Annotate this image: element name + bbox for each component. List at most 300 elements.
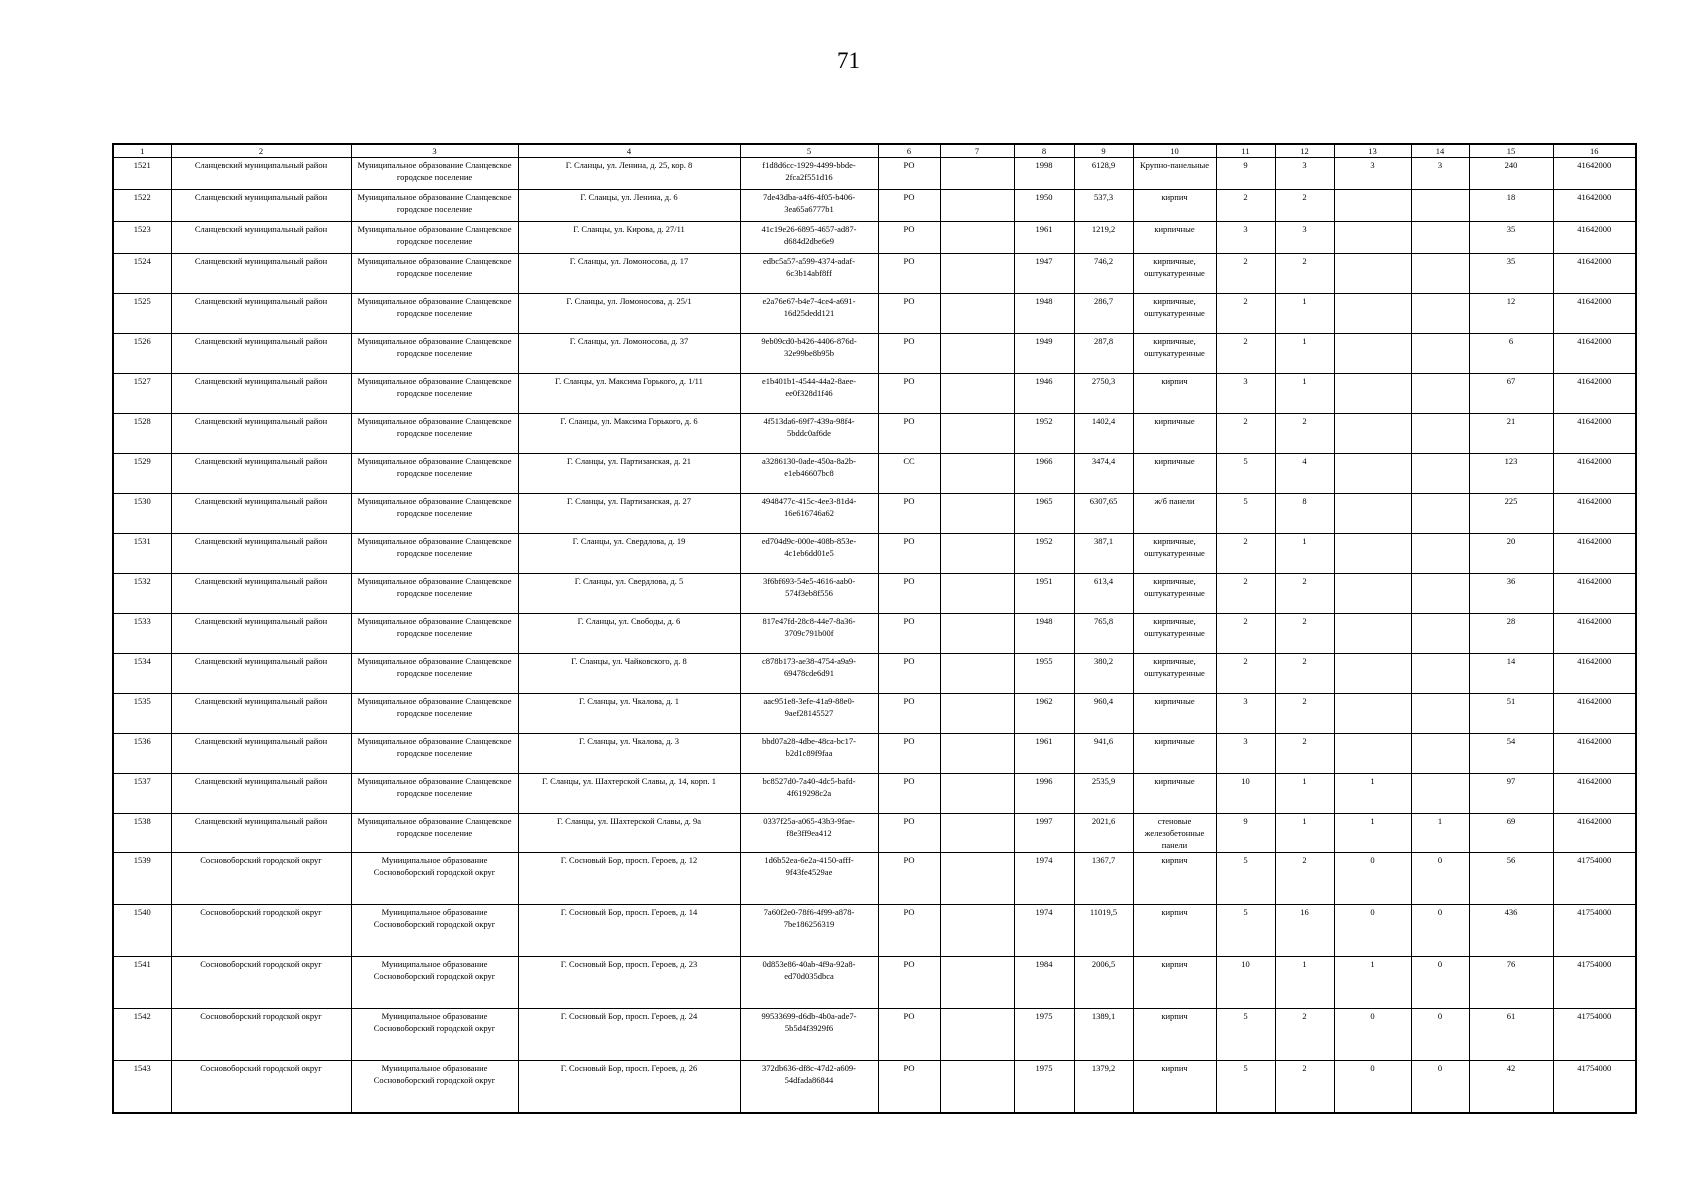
table-cell-col-9: 960,4 [1074,694,1133,734]
table-cell-col-11: 2 [1216,294,1275,334]
table-cell-col-16: 41642000 [1553,734,1636,774]
table-cell-col-2: Сланцевский муниципальный район [171,222,351,254]
table-cell-col-5: bc8527d0-7a40-4dc5-bafd-4f619298c2a [740,774,878,814]
table-cell-col-16: 41642000 [1553,294,1636,334]
table-cell-col-3: Муниципальное образование Сланцевское городское поселение [351,534,518,574]
table-cell-col-7 [940,254,1014,294]
table-cell-col-4: Г. Сланцы, ул. Ломоносова, д. 17 [518,254,740,294]
table-cell-col-1: 1529 [113,454,171,494]
table-cell-col-15: 18 [1469,190,1553,222]
table-cell-col-4: Г. Сланцы, ул. Свердлова, д. 19 [518,534,740,574]
table-cell-col-16: 41642000 [1553,414,1636,454]
table-cell-col-16: 41754000 [1553,905,1636,957]
table-cell-col-11: 3 [1216,694,1275,734]
table-cell-col-16: 41642000 [1553,654,1636,694]
table-cell-col-15: 28 [1469,614,1553,654]
table-cell-col-13 [1334,454,1411,494]
column-header-2: 2 [171,144,351,158]
table-cell-col-5: f1d8d6cc-1929-4499-bbde-2fca2f551d16 [740,158,878,190]
table-cell-col-6: РО [878,1061,940,1114]
table-cell-col-4: Г. Сланцы, ул. Свободы, д. 6 [518,614,740,654]
table-cell-col-8: 1974 [1014,853,1074,905]
table-cell-col-1: 1532 [113,574,171,614]
table-cell-col-9: 380,2 [1074,654,1133,694]
table-cell-col-7 [940,374,1014,414]
table-cell-col-16: 41642000 [1553,374,1636,414]
table-cell-col-9: 3474,4 [1074,454,1133,494]
table-row [113,614,1636,654]
table-cell-col-13 [1334,414,1411,454]
column-header-8: 8 [1014,144,1074,158]
table-cell-col-6: РО [878,494,940,534]
table-cell-col-7 [940,957,1014,1009]
table-cell-col-2: Сланцевский муниципальный район [171,534,351,574]
table-cell-col-1: 1536 [113,734,171,774]
table-cell-col-12: 1 [1275,957,1334,1009]
table-cell-col-9: 2750,3 [1074,374,1133,414]
table-cell-col-8: 1949 [1014,334,1074,374]
table-cell-col-16: 41642000 [1553,694,1636,734]
table-cell-col-11: 2 [1216,654,1275,694]
table-cell-col-12: 3 [1275,222,1334,254]
table-cell-col-16: 41642000 [1553,814,1636,853]
table-cell-col-10: кирпич [1133,957,1216,1009]
table-cell-col-16: 41642000 [1553,190,1636,222]
table-cell-col-5: 817e47fd-28c8-44e7-8a36-3709c791b00f [740,614,878,654]
table-cell-col-5: 41c19e26-6895-4657-ad87-d684d2dbe6e9 [740,222,878,254]
table-cell-col-15: 21 [1469,414,1553,454]
table-cell-col-15: 51 [1469,694,1553,734]
table-cell-col-8: 1961 [1014,222,1074,254]
table-row [113,222,1636,254]
table-cell-col-13 [1334,534,1411,574]
table-cell-col-10: кирпич [1133,905,1216,957]
table-cell-col-11: 2 [1216,334,1275,374]
table-cell-col-12: 1 [1275,774,1334,814]
table-cell-col-6: РО [878,374,940,414]
table-cell-col-12: 2 [1275,1009,1334,1061]
table-cell-col-6: РО [878,294,940,334]
table-cell-col-5: edbc5a57-a599-4374-adaf-6c3b14abf8ff [740,254,878,294]
table-cell-col-2: Сланцевский муниципальный район [171,734,351,774]
table-cell-col-3: Муниципальное образование Сланцевское городское поселение [351,814,518,853]
table-cell-col-2: Сланцевский муниципальный район [171,494,351,534]
table-row [113,414,1636,454]
table-cell-col-3: Муниципальное образование Сланцевское городское поселение [351,190,518,222]
table-cell-col-7 [940,814,1014,853]
table-cell-col-4: Г. Сосновый Бор, просп. Героев, д. 14 [518,905,740,957]
table-cell-col-1: 1525 [113,294,171,334]
table-cell-col-11: 5 [1216,454,1275,494]
table-cell-col-16: 41642000 [1553,574,1636,614]
table-cell-col-1: 1542 [113,1009,171,1061]
table-cell-col-7 [940,222,1014,254]
table-cell-col-13 [1334,254,1411,294]
table-row [113,957,1636,1009]
table-cell-col-1: 1522 [113,190,171,222]
table-cell-col-7 [940,158,1014,190]
table-cell-col-14 [1411,222,1469,254]
table-cell-col-11: 3 [1216,222,1275,254]
table-cell-col-3: Муниципальное образование Сланцевское городское поселение [351,254,518,294]
table-cell-col-3: Муниципальное образование Сосновоборский городской округ [351,957,518,1009]
table-cell-col-6: РО [878,814,940,853]
table-cell-col-1: 1537 [113,774,171,814]
table-cell-col-14 [1411,414,1469,454]
table-cell-col-3: Муниципальное образование Сосновоборский городской округ [351,853,518,905]
table-cell-col-6: РО [878,614,940,654]
table-cell-col-14: 0 [1411,1061,1469,1114]
table-cell-col-1: 1523 [113,222,171,254]
table-cell-col-16: 41642000 [1553,222,1636,254]
table-cell-col-11: 2 [1216,614,1275,654]
table-cell-col-6: РО [878,905,940,957]
table-cell-col-4: Г. Сосновый Бор, просп. Героев, д. 12 [518,853,740,905]
table-cell-col-15: 56 [1469,853,1553,905]
table-cell-col-8: 1948 [1014,614,1074,654]
table-cell-col-15: 97 [1469,774,1553,814]
table-cell-col-7 [940,190,1014,222]
table-row [113,814,1636,853]
table-cell-col-8: 1998 [1014,158,1074,190]
table-cell-col-2: Сланцевский муниципальный район [171,654,351,694]
table-cell-col-9: 613,4 [1074,574,1133,614]
table-cell-col-13 [1334,374,1411,414]
table-cell-col-14 [1411,494,1469,534]
table-cell-col-8: 1965 [1014,494,1074,534]
table-cell-col-5: aac951e8-3efe-41a9-88e0-9aef28145527 [740,694,878,734]
table-cell-col-2: Сланцевский муниципальный район [171,294,351,334]
table-row [113,494,1636,534]
table-cell-col-6: РО [878,334,940,374]
table-header-row [113,144,1636,158]
table-cell-col-11: 5 [1216,494,1275,534]
table-cell-col-12: 2 [1275,614,1334,654]
table-cell-col-7 [940,454,1014,494]
table-cell-col-14 [1411,334,1469,374]
table-cell-col-6: СС [878,454,940,494]
table-cell-col-4: Г. Сланцы, ул. Максима Горького, д. 6 [518,414,740,454]
table-cell-col-5: 4948477c-415c-4ee3-81d4-16e616746a62 [740,494,878,534]
table-cell-col-4: Г. Сланцы, ул. Шахтерской Славы, д. 9а [518,814,740,853]
table-cell-col-5: e2a76e67-b4e7-4ce4-a691-16d25dedd121 [740,294,878,334]
table-cell-col-9: 2021,6 [1074,814,1133,853]
table-cell-col-12: 2 [1275,254,1334,294]
table-cell-col-9: 6307,65 [1074,494,1133,534]
table-cell-col-8: 1997 [1014,814,1074,853]
table-cell-col-8: 1975 [1014,1009,1074,1061]
table-row [113,534,1636,574]
table-cell-col-6: РО [878,654,940,694]
table-cell-col-2: Сосновоборский городской округ [171,853,351,905]
table-cell-col-7 [940,294,1014,334]
table-cell-col-10: кирпичные, оштукатуренные [1133,654,1216,694]
table-cell-col-9: 2535,9 [1074,774,1133,814]
table-row [113,294,1636,334]
table-cell-col-5: 7de43dba-a4f6-4f05-b406-3ea65a6777b1 [740,190,878,222]
table-cell-col-2: Сосновоборский городской округ [171,957,351,1009]
table-row [113,853,1636,905]
table-cell-col-1: 1524 [113,254,171,294]
table-cell-col-10: кирпичные, оштукатуренные [1133,334,1216,374]
table-cell-col-8: 1975 [1014,1061,1074,1114]
table-cell-col-7 [940,694,1014,734]
table-cell-col-8: 1955 [1014,654,1074,694]
table-cell-col-1: 1535 [113,694,171,734]
table-cell-col-7 [940,905,1014,957]
table-cell-col-14 [1411,374,1469,414]
table-cell-col-5: 0337f25a-a065-43b3-9fae-f8e3ff9ea412 [740,814,878,853]
table-cell-col-8: 1948 [1014,294,1074,334]
table-cell-col-8: 1952 [1014,414,1074,454]
table-cell-col-10: кирпичные, оштукатуренные [1133,254,1216,294]
table-cell-col-9: 287,8 [1074,334,1133,374]
table-cell-col-3: Муниципальное образование Сланцевское городское поселение [351,222,518,254]
table-cell-col-10: кирпичные [1133,222,1216,254]
table-cell-col-14: 3 [1411,158,1469,190]
table-cell-col-2: Сланцевский муниципальный район [171,334,351,374]
table-cell-col-16: 41642000 [1553,254,1636,294]
table-cell-col-15: 436 [1469,905,1553,957]
table-row [113,654,1636,694]
table-cell-col-1: 1541 [113,957,171,1009]
table-cell-col-9: 1389,1 [1074,1009,1133,1061]
table-cell-col-11: 3 [1216,374,1275,414]
table-row [113,905,1636,957]
page-number: 71 [837,48,860,73]
table-cell-col-13: 3 [1334,158,1411,190]
column-header-13: 13 [1334,144,1411,158]
table-cell-col-16: 41642000 [1553,454,1636,494]
table-cell-col-2: Сланцевский муниципальный район [171,414,351,454]
table-cell-col-7 [940,654,1014,694]
table-cell-col-1: 1543 [113,1061,171,1114]
table-cell-col-9: 1402,4 [1074,414,1133,454]
table-cell-col-6: РО [878,694,940,734]
table-cell-col-15: 240 [1469,158,1553,190]
table-cell-col-11: 5 [1216,1009,1275,1061]
table-row [113,334,1636,374]
table-cell-col-16: 41754000 [1553,1009,1636,1061]
table-cell-col-6: РО [878,957,940,1009]
table-cell-col-13 [1334,294,1411,334]
table-cell-col-12: 16 [1275,905,1334,957]
table-cell-col-2: Сланцевский муниципальный район [171,614,351,654]
table-cell-col-10: Крупно-панельные [1133,158,1216,190]
table-cell-col-2: Сосновоборский городской округ [171,1009,351,1061]
table-cell-col-4: Г. Сланцы, ул. Партизанская, д. 21 [518,454,740,494]
table-cell-col-5: 7a60f2e0-78f6-4f99-a878-7be186256319 [740,905,878,957]
table-cell-col-14: 1 [1411,814,1469,853]
table-cell-col-6: РО [878,853,940,905]
table-cell-col-13 [1334,494,1411,534]
column-header-6: 6 [878,144,940,158]
table-cell-col-10: кирпич [1133,190,1216,222]
table-cell-col-3: Муниципальное образование Сланцевское городское поселение [351,614,518,654]
table-cell-col-16: 41642000 [1553,494,1636,534]
table-cell-col-3: Муниципальное образование Сланцевское городское поселение [351,654,518,694]
table-body [113,158,1636,1114]
table-cell-col-3: Муниципальное образование Сосновоборский городской округ [351,905,518,957]
table-row [113,574,1636,614]
table-cell-col-13: 0 [1334,1061,1411,1114]
table-cell-col-13: 1 [1334,774,1411,814]
table-cell-col-5: 9eb09cd0-b426-4406-876d-32e99be8b95b [740,334,878,374]
table-cell-col-15: 20 [1469,534,1553,574]
table-cell-col-8: 1946 [1014,374,1074,414]
table-cell-col-2: Сосновоборский городской округ [171,1061,351,1114]
table-cell-col-6: РО [878,734,940,774]
table-cell-col-13: 1 [1334,957,1411,1009]
table-cell-col-3: Муниципальное образование Сланцевское городское поселение [351,774,518,814]
table-cell-col-13 [1334,694,1411,734]
table-cell-col-11: 9 [1216,814,1275,853]
table-cell-col-14 [1411,614,1469,654]
table-cell-col-2: Сланцевский муниципальный район [171,454,351,494]
table-cell-col-15: 6 [1469,334,1553,374]
table-cell-col-1: 1534 [113,654,171,694]
table-cell-col-8: 1961 [1014,734,1074,774]
table-cell-col-9: 941,6 [1074,734,1133,774]
table-cell-col-6: РО [878,574,940,614]
table-cell-col-7 [940,853,1014,905]
table-cell-col-5: 4f513da6-69f7-439a-98f4-5bddc0af6de [740,414,878,454]
table-cell-col-14: 0 [1411,905,1469,957]
table-row [113,374,1636,414]
table-cell-col-15: 42 [1469,1061,1553,1114]
column-header-15: 15 [1469,144,1553,158]
table-cell-col-10: кирпичные [1133,454,1216,494]
table-cell-col-4: Г. Сосновый Бор, просп. Героев, д. 23 [518,957,740,1009]
table-cell-col-8: 1950 [1014,190,1074,222]
table-cell-col-16: 41642000 [1553,534,1636,574]
column-header-14: 14 [1411,144,1469,158]
table-cell-col-7 [940,494,1014,534]
table-cell-col-12: 2 [1275,574,1334,614]
table-cell-col-9: 11019,5 [1074,905,1133,957]
table-cell-col-1: 1533 [113,614,171,654]
table-cell-col-6: РО [878,190,940,222]
table-cell-col-7 [940,334,1014,374]
table-cell-col-13: 1 [1334,814,1411,853]
table-cell-col-8: 1966 [1014,454,1074,494]
table-row [113,454,1636,494]
table-cell-col-2: Сосновоборский городской округ [171,905,351,957]
table-row [113,774,1636,814]
column-header-10: 10 [1133,144,1216,158]
table-cell-col-13 [1334,574,1411,614]
table-cell-col-9: 746,2 [1074,254,1133,294]
table-cell-col-8: 1952 [1014,534,1074,574]
table-row [113,190,1636,222]
table-cell-col-14 [1411,694,1469,734]
table-cell-col-10: кирпичные [1133,694,1216,734]
table-cell-col-9: 286,7 [1074,294,1133,334]
table-cell-col-5: a3286130-0ade-450a-8a2b-e1eb46607bc8 [740,454,878,494]
table-cell-col-3: Муниципальное образование Сланцевское городское поселение [351,734,518,774]
table-cell-col-4: Г. Сланцы, ул. Шахтерской Славы, д. 14, корп. 1 [518,774,740,814]
table-cell-col-3: Муниципальное образование Сланцевское городское поселение [351,374,518,414]
table-cell-col-13 [1334,334,1411,374]
table-cell-col-7 [940,774,1014,814]
table-cell-col-1: 1528 [113,414,171,454]
table-cell-col-3: Муниципальное образование Сосновоборский городской округ [351,1061,518,1114]
table-cell-col-10: кирпичные [1133,414,1216,454]
table-cell-col-2: Сланцевский муниципальный район [171,190,351,222]
table-cell-col-3: Муниципальное образование Сланцевское городское поселение [351,334,518,374]
table-cell-col-13: 0 [1334,905,1411,957]
column-header-5: 5 [740,144,878,158]
table-cell-col-16: 41642000 [1553,614,1636,654]
column-header-11: 11 [1216,144,1275,158]
table-cell-col-9: 537,3 [1074,190,1133,222]
table-cell-col-1: 1531 [113,534,171,574]
table-cell-col-11: 2 [1216,534,1275,574]
table-cell-col-1: 1527 [113,374,171,414]
table-cell-col-2: Сланцевский муниципальный район [171,254,351,294]
table-cell-col-14 [1411,534,1469,574]
table-cell-col-5: c878b173-ae38-4754-a9a9-69478cde6d91 [740,654,878,694]
table-cell-col-1: 1540 [113,905,171,957]
table-cell-col-11: 2 [1216,574,1275,614]
table-cell-col-9: 1379,2 [1074,1061,1133,1114]
table-cell-col-10: кирпич [1133,374,1216,414]
table-cell-col-11: 10 [1216,774,1275,814]
table-cell-col-5: bbd07a28-4dbe-48ca-bc17-b2d1c89f9faa [740,734,878,774]
table-cell-col-14: 0 [1411,853,1469,905]
table-cell-col-14 [1411,574,1469,614]
table-cell-col-11: 3 [1216,734,1275,774]
table-cell-col-3: Муниципальное образование Сосновоборский городской округ [351,1009,518,1061]
table-cell-col-15: 69 [1469,814,1553,853]
table-cell-col-7 [940,414,1014,454]
table-cell-col-9: 1219,2 [1074,222,1133,254]
table-cell-col-4: Г. Сосновый Бор, просп. Героев, д. 24 [518,1009,740,1061]
table-cell-col-3: Муниципальное образование Сланцевское городское поселение [351,494,518,534]
table-cell-col-13 [1334,654,1411,694]
table-cell-col-16: 41642000 [1553,158,1636,190]
table-cell-col-2: Сланцевский муниципальный район [171,158,351,190]
table-cell-col-14 [1411,190,1469,222]
table-cell-col-4: Г. Сланцы, ул. Ломоносова, д. 25/1 [518,294,740,334]
table-cell-col-14: 0 [1411,957,1469,1009]
table-cell-col-12: 2 [1275,853,1334,905]
table-cell-col-4: Г. Сланцы, ул. Чайковского, д. 8 [518,654,740,694]
table-cell-col-14 [1411,654,1469,694]
table-cell-col-4: Г. Сланцы, ул. Чкалова, д. 3 [518,734,740,774]
table-cell-col-11: 2 [1216,414,1275,454]
table-cell-col-12: 1 [1275,334,1334,374]
table-cell-col-13 [1334,614,1411,654]
table-cell-col-5: 1d6b52ea-6e2a-4150-afff-9f43fe4529ae [740,853,878,905]
table-cell-col-4: Г. Сланцы, ул. Чкалова, д. 1 [518,694,740,734]
table-cell-col-1: 1530 [113,494,171,534]
table-cell-col-12: 2 [1275,190,1334,222]
column-header-12: 12 [1275,144,1334,158]
table-cell-col-11: 10 [1216,957,1275,1009]
table-cell-col-13 [1334,734,1411,774]
table-cell-col-3: Муниципальное образование Сланцевское городское поселение [351,294,518,334]
table-cell-col-11: 5 [1216,853,1275,905]
table-cell-col-12: 2 [1275,654,1334,694]
table-cell-col-7 [940,534,1014,574]
table-cell-col-15: 76 [1469,957,1553,1009]
table-cell-col-8: 1984 [1014,957,1074,1009]
table-cell-col-4: Г. Сосновый Бор, просп. Героев, д. 26 [518,1061,740,1114]
table-cell-col-10: стеновые железобетонные панели [1133,814,1216,853]
table-cell-col-12: 8 [1275,494,1334,534]
table-cell-col-7 [940,734,1014,774]
